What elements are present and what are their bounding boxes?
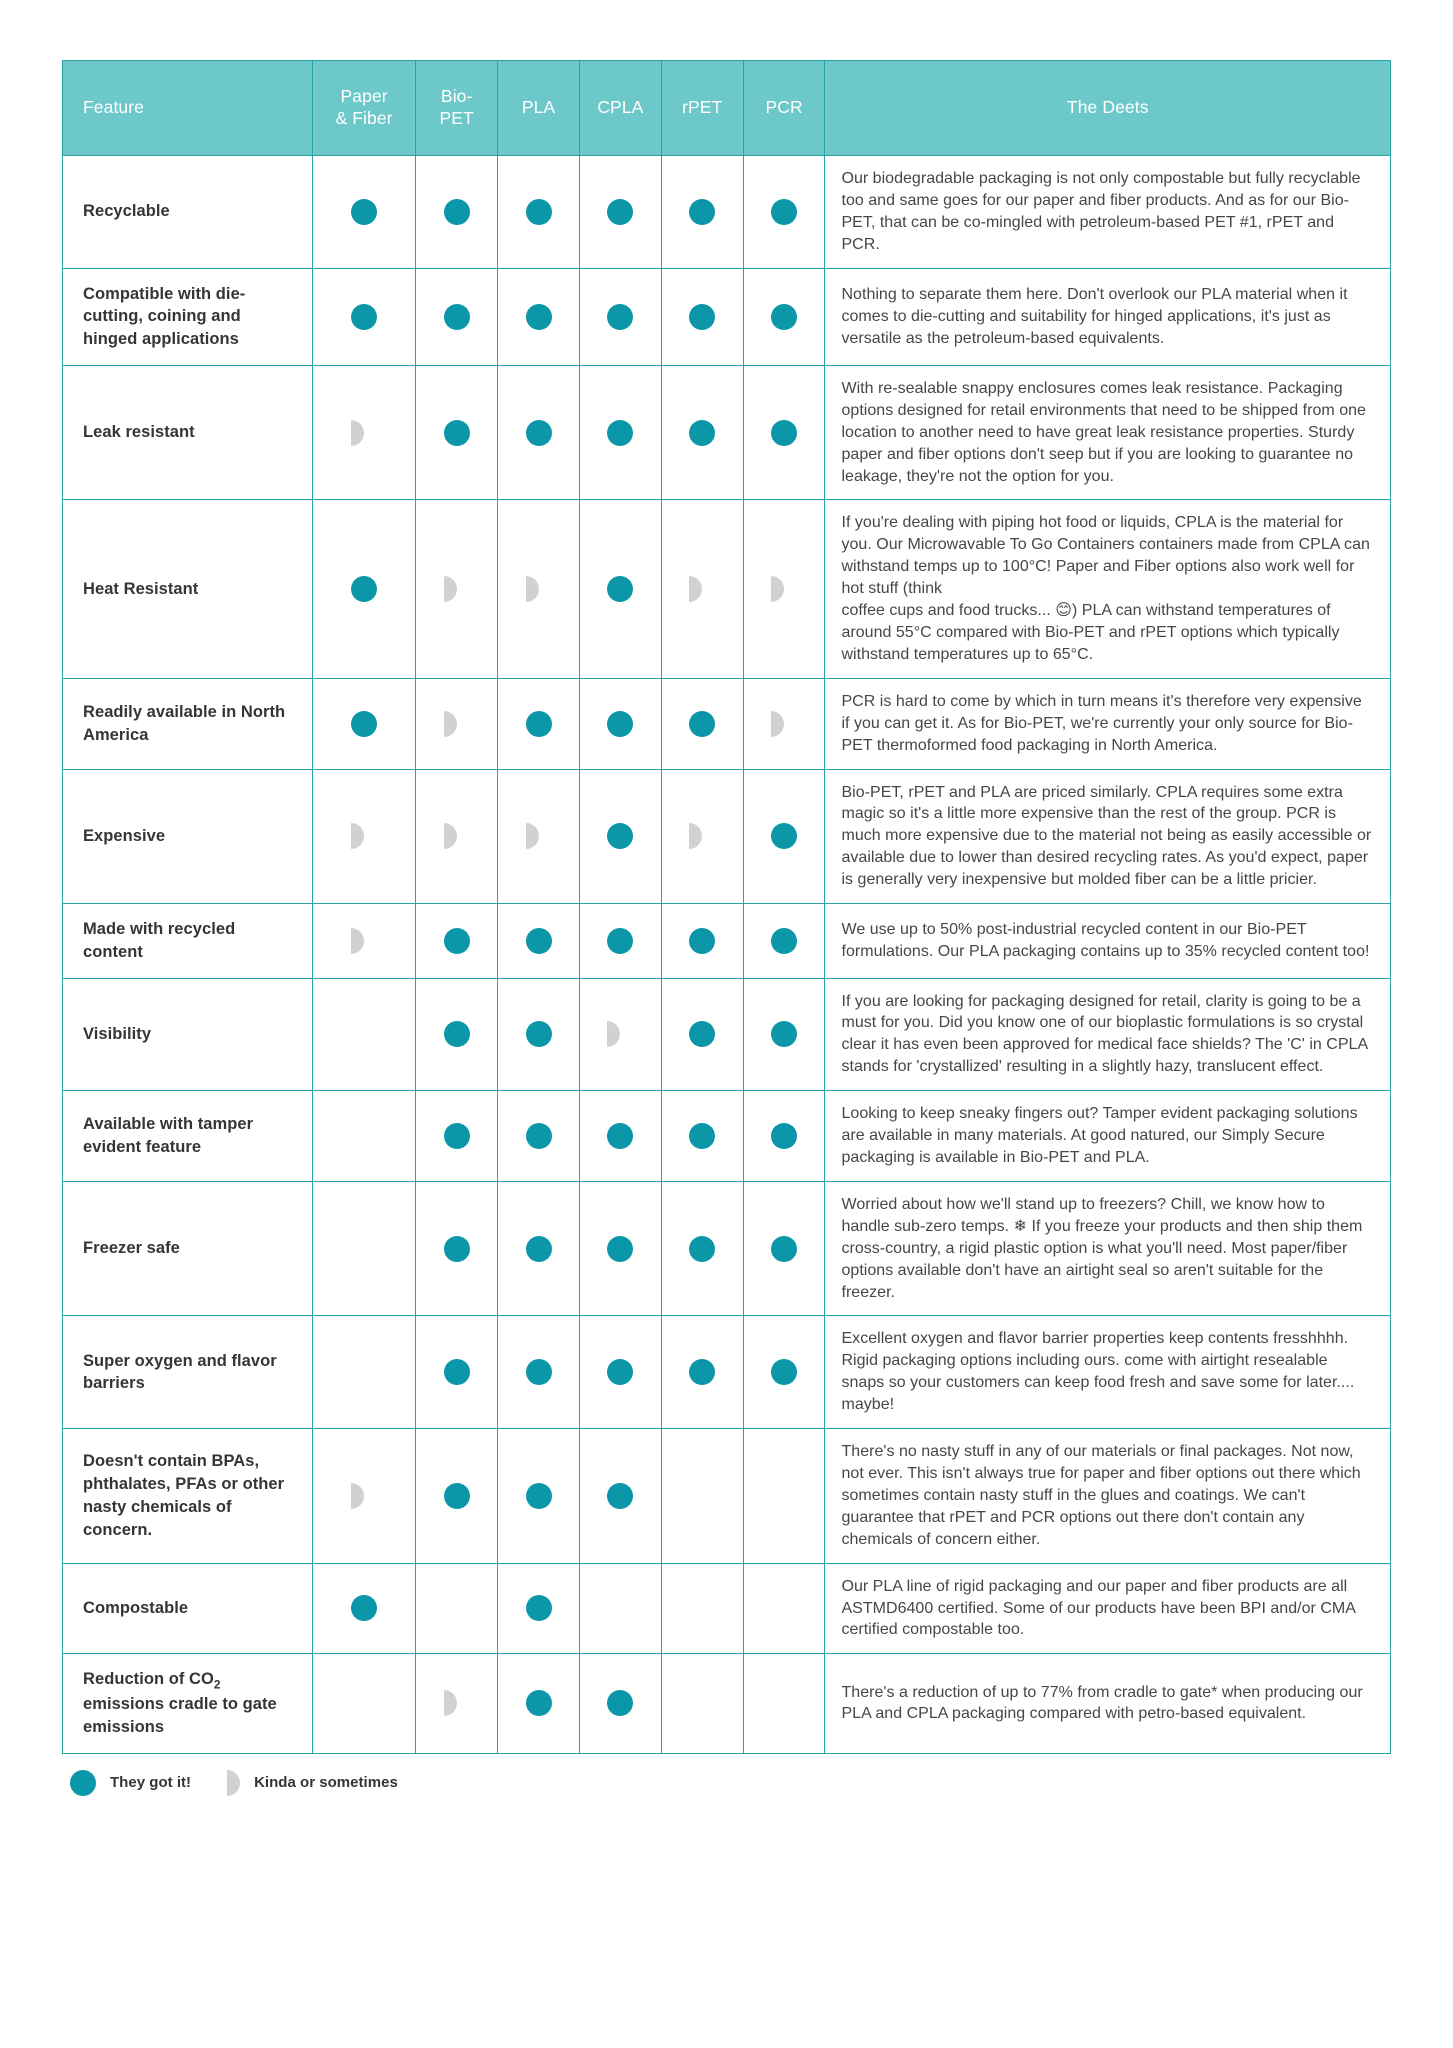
feature-label: Super oxygen and flavor barriers [63, 1316, 313, 1429]
half-mark-icon [351, 1483, 377, 1509]
cell-paper-fiber [312, 365, 415, 500]
cell-rpet [661, 1091, 743, 1182]
empty-mark [444, 1593, 470, 1619]
table-row [63, 1654, 1391, 1753]
cell-pcr [743, 978, 825, 1091]
cell-pcr [743, 156, 825, 269]
full-mark-icon [689, 304, 715, 330]
cell-pla [498, 678, 580, 769]
deets-text: There's no nasty stuff in any of our materials or final packages. Not now, not ever. This isn't always true for paper and fiber options out there which sometimes contain nasty stuff in the glues and coatings. We can't guarantee that rPET and PCR options out there don't contain any chemicals of concern either. [825, 1429, 1391, 1564]
cell-pla [498, 268, 580, 365]
cell-pla [498, 1654, 580, 1753]
column-header-pcr: PCR [743, 61, 825, 156]
cell-bio-pet [416, 1091, 498, 1182]
cell-paper-fiber [312, 978, 415, 1091]
full-mark-icon [526, 1236, 552, 1262]
half-mark-icon [689, 576, 715, 602]
deets-text: Nothing to separate them here. Don't overlook our PLA material when it comes to die-cutting and suitability for hinged applications, it's just as versatile as the petroleum-based equivalents. [825, 268, 1391, 365]
column-header-feature: Feature [63, 61, 313, 156]
full-mark-icon [351, 199, 377, 225]
cell-paper-fiber [312, 1563, 415, 1654]
half-mark-icon [444, 576, 470, 602]
cell-cpla [579, 1091, 661, 1182]
full-mark-icon [607, 420, 633, 446]
full-mark-icon [526, 1690, 552, 1716]
feature-label: Compatible with die-cutting, coining and hinged applications [63, 268, 313, 365]
half-mark-icon [227, 1770, 240, 1796]
deets-text: Our PLA line of rigid packaging and our paper and fiber products are all ASTMD6400 certified. Some of our products have been BPI and/or CMA certified compostable too. [825, 1563, 1391, 1654]
full-mark-icon [689, 420, 715, 446]
legend-label: Kinda or sometimes [254, 1774, 398, 1792]
cell-cpla [579, 1316, 661, 1429]
cell-rpet [661, 978, 743, 1091]
full-mark-icon [444, 199, 470, 225]
full-mark-icon [771, 823, 797, 849]
cell-paper-fiber [312, 500, 415, 678]
cell-cpla [579, 904, 661, 979]
cell-paper-fiber [312, 1316, 415, 1429]
table-row [63, 1316, 1391, 1429]
cell-pla [498, 769, 580, 904]
header-line-1: Paper [340, 86, 388, 107]
cell-cpla [579, 156, 661, 269]
feature-label: Reduction of $CO_2$ emissions cradle to gate emissions [63, 1654, 313, 1753]
full-mark-icon [526, 199, 552, 225]
full-mark-icon [689, 1123, 715, 1149]
full-mark-icon [351, 1595, 377, 1621]
empty-mark [689, 1688, 715, 1714]
empty-mark [351, 1357, 377, 1383]
deets-text: Excellent oxygen and flavor barrier properties keep contents fresshhhh. Rigid packaging options including ours. come with airtight resealable snaps so your customers can keep food fresh and save some for later.... maybe! [825, 1316, 1391, 1429]
full-mark-icon [526, 420, 552, 446]
materials-comparison-table [62, 60, 1391, 1754]
full-mark-icon [771, 928, 797, 954]
full-mark-icon [444, 1021, 470, 1047]
full-mark-icon [526, 1123, 552, 1149]
cell-pla [498, 978, 580, 1091]
cell-cpla [579, 1563, 661, 1654]
cell-rpet [661, 156, 743, 269]
full-mark-icon [526, 1021, 552, 1047]
cell-bio-pet [416, 1429, 498, 1564]
cell-rpet [661, 1429, 743, 1564]
cell-paper-fiber [312, 268, 415, 365]
cell-bio-pet [416, 769, 498, 904]
cell-bio-pet [416, 1563, 498, 1654]
half-mark-icon [444, 823, 470, 849]
legend [62, 1770, 1391, 1796]
cell-bio-pet [416, 1654, 498, 1753]
full-mark-icon [526, 304, 552, 330]
deets-text: Our biodegradable packaging is not only compostable but fully recyclable too and same goes for our paper and fiber products. And as for our Bio-PET, that can be co-mingled with petroleum-based PET #1, rPET and PCR. [825, 156, 1391, 269]
half-mark-icon [351, 420, 377, 446]
cell-paper-fiber [312, 1181, 415, 1316]
half-mark-icon [607, 1021, 633, 1047]
deets-text: If you are looking for packaging designed for retail, clarity is going to be a must for you. Did you know one of our bioplastic formulations is so crystal clear it has even been approved for medical face shields? The 'C' in CPLA stands for 'crystallized' resulting in a slightly hazy, translucent effect. [825, 978, 1391, 1091]
cell-rpet [661, 678, 743, 769]
full-mark-icon [771, 1236, 797, 1262]
full-mark-icon [771, 1021, 797, 1047]
full-mark-icon [607, 1483, 633, 1509]
full-mark-icon [607, 1690, 633, 1716]
full-mark-icon [444, 304, 470, 330]
column-header-paper-fiber [312, 61, 415, 156]
full-mark-icon [351, 576, 377, 602]
deets-text: Worried about how we'll stand up to freezers? Chill, we know how to handle sub-zero temps. ❄ If you freeze your products and then ship them cross-country, a rigid plastic option is what you'll need. Most paper/fiber options available don't have an airtight seal so aren't suitable for the freezer. [825, 1181, 1391, 1316]
cell-cpla [579, 1654, 661, 1753]
half-mark-icon [771, 576, 797, 602]
full-mark-icon [526, 928, 552, 954]
cell-cpla [579, 500, 661, 678]
full-mark-icon [607, 711, 633, 737]
cell-pla [498, 904, 580, 979]
table-body [63, 156, 1391, 1754]
full-mark-icon [689, 199, 715, 225]
full-mark-icon [607, 1123, 633, 1149]
column-header-deets: The Deets [825, 61, 1391, 156]
full-mark-icon [771, 1123, 797, 1149]
cell-paper-fiber [312, 904, 415, 979]
cell-rpet [661, 769, 743, 904]
feature-label: Made with recycled content [63, 904, 313, 979]
full-mark-icon [351, 304, 377, 330]
column-header-bio-pet [416, 61, 498, 156]
header-row [63, 61, 1391, 156]
cell-pcr [743, 769, 825, 904]
cell-bio-pet [416, 1316, 498, 1429]
cell-bio-pet [416, 156, 498, 269]
cell-bio-pet [416, 978, 498, 1091]
cell-bio-pet [416, 678, 498, 769]
table-row [63, 1563, 1391, 1654]
table-row [63, 678, 1391, 769]
full-mark-icon [70, 1770, 96, 1796]
full-mark-icon [689, 1359, 715, 1385]
cell-cpla [579, 978, 661, 1091]
deets-text: Bio-PET, rPET and PLA are priced similarly. CPLA requires some extra magic so it's a little more expensive than the rest of the group. PCR is much more expensive due to the material not being as easily accessible or available due to lower than desired recycling rates. As you'd expect, paper is generally very inexpensive but molded fiber can be a little pricier. [825, 769, 1391, 904]
full-mark-icon [607, 928, 633, 954]
deets-text: PCR is hard to come by which in turn means it's therefore very expensive if you can get it. As for Bio-PET, we're currently your only source for Bio-PET thermoformed food packaging in North America. [825, 678, 1391, 769]
cell-paper-fiber [312, 1091, 415, 1182]
half-mark-icon [351, 928, 377, 954]
feature-label: Compostable [63, 1563, 313, 1654]
full-mark-icon [444, 1123, 470, 1149]
half-mark-icon [526, 823, 552, 849]
cell-bio-pet [416, 365, 498, 500]
empty-mark [771, 1688, 797, 1714]
empty-mark [689, 1480, 715, 1506]
half-mark-icon [771, 711, 797, 737]
full-mark-icon [444, 928, 470, 954]
cell-pcr [743, 1429, 825, 1564]
full-mark-icon [607, 199, 633, 225]
deets-text: Looking to keep sneaky fingers out? Tamper evident packaging solutions are available in many materials. At good natured, our Simply Secure packaging is available in Bio-PET and PLA. [825, 1091, 1391, 1182]
feature-label: Heat Resistant [63, 500, 313, 678]
feature-label: Expensive [63, 769, 313, 904]
cell-cpla [579, 1429, 661, 1564]
half-mark-icon [444, 711, 470, 737]
cell-paper-fiber [312, 769, 415, 904]
cell-paper-fiber [312, 156, 415, 269]
header-line-1: Bio- [440, 86, 473, 107]
empty-mark [351, 1688, 377, 1714]
deets-text: If you're dealing with piping hot food or liquids, CPLA is the material for you. Our Microwavable To Go Containers containers made from CPLA can withstand temps up to 100°C! Paper and Fiber options also work well for hot stuff (think coffee cups and food trucks... 😊) PLA can withstand temperatures of around 55°C compared with Bio-PET and rPET options which typically withstand temperatures up to 65°C. [825, 500, 1391, 678]
cell-pcr [743, 1654, 825, 1753]
table-row [63, 268, 1391, 365]
feature-label: Freezer safe [63, 1181, 313, 1316]
cell-bio-pet [416, 1181, 498, 1316]
cell-pla [498, 156, 580, 269]
full-mark-icon [444, 420, 470, 446]
cell-pla [498, 1316, 580, 1429]
cell-bio-pet [416, 904, 498, 979]
feature-label: Visibility [63, 978, 313, 1091]
column-header-cpla: CPLA [579, 61, 661, 156]
header-line-2: PET [439, 108, 474, 128]
cell-pla [498, 1091, 580, 1182]
empty-mark [351, 1233, 377, 1259]
cell-cpla [579, 1181, 661, 1316]
empty-mark [351, 1019, 377, 1045]
table-row [63, 769, 1391, 904]
table-row [63, 904, 1391, 979]
deets-text: There's a reduction of up to 77% from cradle to gate* when producing our PLA and CPLA packaging compared with petro-based equivalent. [825, 1654, 1391, 1753]
cell-paper-fiber [312, 1654, 415, 1753]
table-row [63, 156, 1391, 269]
cell-cpla [579, 678, 661, 769]
table-row [63, 978, 1391, 1091]
full-mark-icon [607, 823, 633, 849]
empty-mark [607, 1593, 633, 1619]
full-mark-icon [526, 1595, 552, 1621]
full-mark-icon [689, 1236, 715, 1262]
full-mark-icon [771, 199, 797, 225]
full-mark-icon [607, 1236, 633, 1262]
column-header-pla: PLA [498, 61, 580, 156]
half-mark-icon [351, 823, 377, 849]
cell-cpla [579, 268, 661, 365]
cell-pla [498, 1563, 580, 1654]
deets-text: With re-sealable snappy enclosures comes leak resistance. Packaging options designed for retail environments that need to be shipped from one location to another need to have great leak resistance properties. Sturdy paper and fiber options don't seep but if you are looking to guarantee no leakage, they're not the option for you. [825, 365, 1391, 500]
full-mark-icon [607, 304, 633, 330]
full-mark-icon [689, 928, 715, 954]
full-mark-icon [444, 1236, 470, 1262]
full-mark-icon [607, 576, 633, 602]
cell-bio-pet [416, 500, 498, 678]
cell-rpet [661, 365, 743, 500]
cell-pla [498, 1181, 580, 1316]
cell-pla [498, 365, 580, 500]
deets-text: We use up to 50% post-industrial recycled content in our Bio-PET formulations. Our PLA packaging contains up to 35% recycled content too! [825, 904, 1391, 979]
full-mark-icon [607, 1359, 633, 1385]
cell-pcr [743, 904, 825, 979]
empty-mark [771, 1593, 797, 1619]
header-line-2: & Fiber [335, 108, 393, 128]
half-mark-icon [689, 823, 715, 849]
table-row [63, 1429, 1391, 1564]
column-header-rpet: rPET [661, 61, 743, 156]
table-header [63, 61, 1391, 156]
full-mark-icon [526, 1483, 552, 1509]
cell-rpet [661, 1563, 743, 1654]
cell-rpet [661, 268, 743, 365]
empty-mark [689, 1593, 715, 1619]
cell-pcr [743, 1316, 825, 1429]
table-row [63, 1181, 1391, 1316]
feature-label: Leak resistant [63, 365, 313, 500]
legend-label: They got it! [110, 1774, 192, 1792]
cell-cpla [579, 769, 661, 904]
cell-pcr [743, 1091, 825, 1182]
full-mark-icon [351, 711, 377, 737]
cell-cpla [579, 365, 661, 500]
full-mark-icon [771, 420, 797, 446]
cell-pcr [743, 500, 825, 678]
full-mark-icon [526, 711, 552, 737]
cell-paper-fiber [312, 1429, 415, 1564]
table-row [63, 365, 1391, 500]
full-mark-icon [444, 1359, 470, 1385]
full-mark-icon [689, 711, 715, 737]
cell-pla [498, 1429, 580, 1564]
cell-rpet [661, 1654, 743, 1753]
cell-pcr [743, 1563, 825, 1654]
cell-pcr [743, 678, 825, 769]
feature-label: Recyclable [63, 156, 313, 269]
full-mark-icon [771, 1359, 797, 1385]
cell-rpet [661, 1316, 743, 1429]
full-mark-icon [689, 1021, 715, 1047]
cell-pcr [743, 268, 825, 365]
half-mark-icon [444, 1690, 470, 1716]
cell-rpet [661, 500, 743, 678]
full-mark-icon [444, 1483, 470, 1509]
empty-mark [351, 1121, 377, 1147]
legend-item [227, 1770, 398, 1796]
cell-pla [498, 500, 580, 678]
half-mark-icon [526, 576, 552, 602]
cell-pcr [743, 1181, 825, 1316]
cell-rpet [661, 904, 743, 979]
cell-bio-pet [416, 268, 498, 365]
cell-rpet [661, 1181, 743, 1316]
full-mark-icon [771, 304, 797, 330]
full-mark-icon [526, 1359, 552, 1385]
cell-pcr [743, 365, 825, 500]
table-row [63, 500, 1391, 678]
feature-label: Readily available in North America [63, 678, 313, 769]
table-row [63, 1091, 1391, 1182]
empty-mark [771, 1480, 797, 1506]
legend-item [70, 1770, 191, 1796]
feature-label: Doesn't contain BPAs, phthalates, PFAs or other nasty chemicals of concern. [63, 1429, 313, 1564]
feature-label: Available with tamper evident feature [63, 1091, 313, 1182]
cell-paper-fiber [312, 678, 415, 769]
